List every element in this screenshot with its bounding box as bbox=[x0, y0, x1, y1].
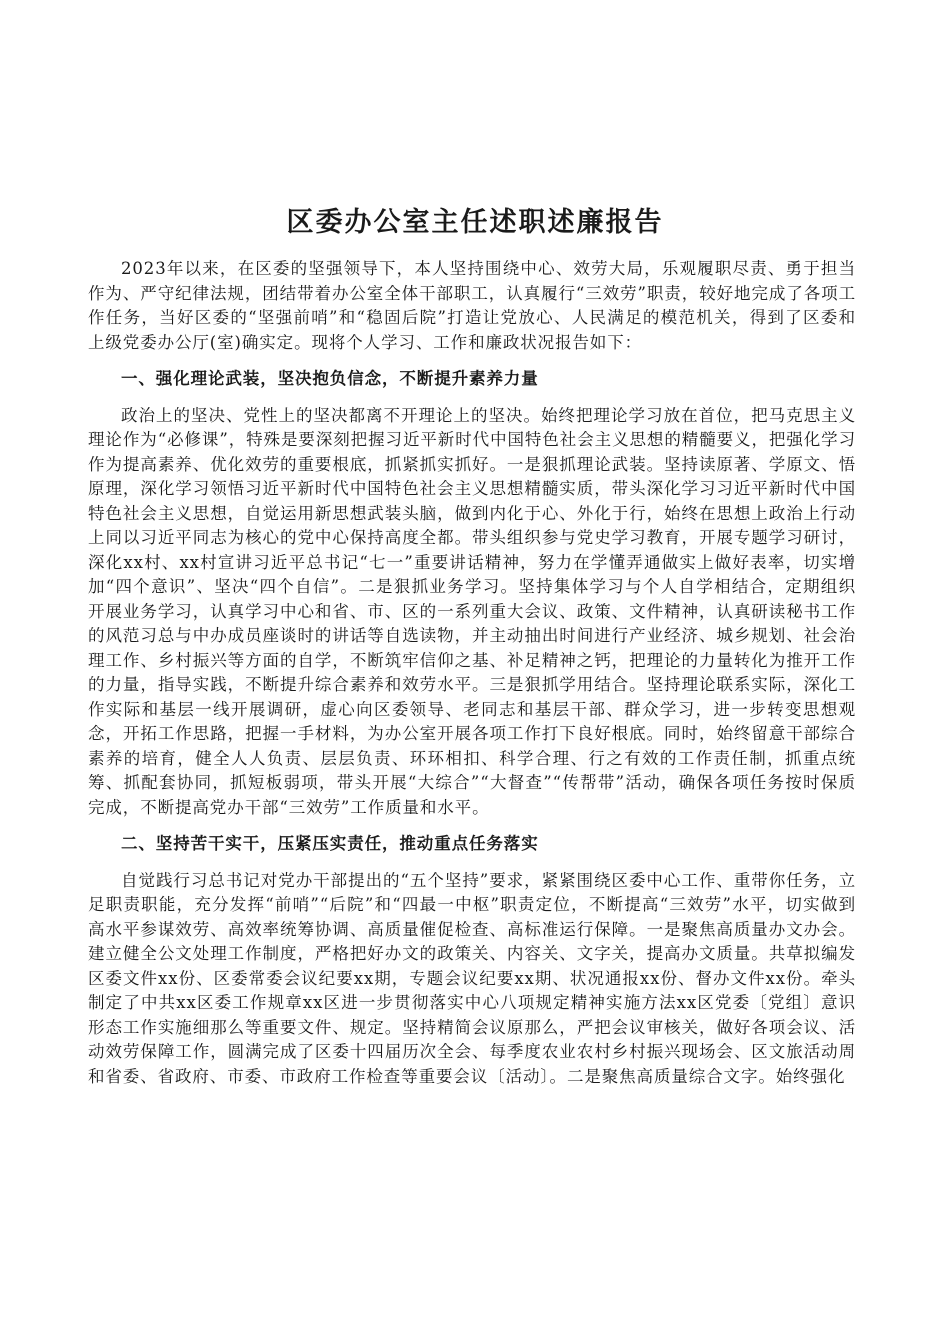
section-1-paragraph: 政治上的坚决、党性上的坚决都离不开理论上的坚决。始终把理论学习放在首位，把马克思主义理论作为“必修课”，特殊是要深刻把握习近平新时代中国特色社会主义思想的精髓要义，把强化学习作为提高素养、优化效劳的重要根底，抓紧抓实抓好。一是狠抓理论武装。坚持读原著、学原文、悟原理，深化学习领悟习近平新时代中国特色社会主义思想精髓实质，带头深化学习习近平新时代中国特色社会主义思想，自觉运用新思想武装头脑，做到内化于心、外化于行，始终在思想上政治上行动上同以习近平同志为核心的党中心保持高度全都。带头组织参与党史学习教育，开展专题学习研讨，深化xx村、xx村宣讲习近平总书记“七一”重要讲话精神，努力在学懂弄通做实上做好表率，切实增加“四个意识”、坚决“四个自信”。二是狠抓业务学习。坚持集体学习与个人自学相结合，定期组织开展业务学习，认真学习中心和省、市、区的一系列重大会议、政策、文件精神，认真研读秘书工作的风范习总与中办成员座谈时的讲话等自选读物，并主动抽出时间进行产业经济、城乡规划、社会治理工作、乡村振兴等方面的自学，不断筑牢信仰之基、补足精神之钙，把理论的力量转化为推开工作的力量，指导实践，不断提升综合素养和效劳水平。三是狠抓学用结合。坚持理论联系实际，深化工作实际和基层一线开展调研，虚心向区委领导、老同志和基层干部、群众学习，进一步转变思想观念，开拓工作思路，把握一手材料，为办公室开展各项工作打下良好根底。同时，始终留意干部综合素养的培育，健全人人负责、层层负责、环环相扣、科学合理、行之有效的工作责任制，抓重点统筹、抓配套协同，抓短板弱项，带头开展“大综合”“大督查”“传帮带”活动，确保各项任务按时保质完成，不断提高党办干部“三效劳”工作质量和水平。 bbox=[88, 405, 856, 817]
section-2-paragraph: 自觉践行习总书记对党办干部提出的“五个坚持”要求，紧紧围绕区委中心工作、重带你任务，立足职责职能，充分发挥“前哨”“后院”和“四最一中枢”职责定位，不断提高“三效劳”水平，切实做到高水平参谋效劳、高效率统筹协调、高质量催促检查、高标准运行保障。一是聚焦高质量办文办会。建立健全公文处理工作制度，严格把好办文的政策关、内容关、文字关，提高办文质量。共草拟编发区委文件xx份、区委常委会议纪要xx期，专题会议纪要xx期、状况通报xx份、督办文件xx份。牵头制定了中共xx区委工作规章xx区进一步贯彻落实中心八项规定精神实施方法xx区党委〔党组〕意识形态工作实施细那么等重要文件、规定。坚持精简会议原那么，严把会议审核关，做好各项会议、活动效劳保障工作，圆满完成了区委十四届历次全会、每季度农业农村乡村振兴现场会、区文旅活动周和省委、省政府、市委、市政府工作检查等重要会议〔活动〕。二是聚焦高质量综合文字。始终强化 bbox=[88, 870, 856, 1086]
page-title: 区委办公室主任述职述廉报告 bbox=[286, 207, 664, 238]
section-2-heading: 二、坚持苦干实干，压紧压实责任，推动重点任务落实 bbox=[121, 834, 539, 853]
document-body bbox=[88, 257, 856, 1089]
section-1-heading: 一、强化理论武装，坚决抱负信念，不断提升素养力量 bbox=[121, 369, 539, 388]
intro-paragraph: 2023年以来，在区委的坚强领导下，本人坚持围绕中心、效劳大局，乐观履职尽责、勇于担当作为、严守纪律法规，团结带着办公室全体干部职工，认真履行“三效劳”职责，较好地完成了各项工作任务，当好区委的“坚强前哨”和“稳固后院”打造让党放心、人民满足的模范机关，得到了区委和上级党委办公厅(室)确实定。现将个人学习、工作和廉政状况报告如下： bbox=[88, 259, 856, 352]
